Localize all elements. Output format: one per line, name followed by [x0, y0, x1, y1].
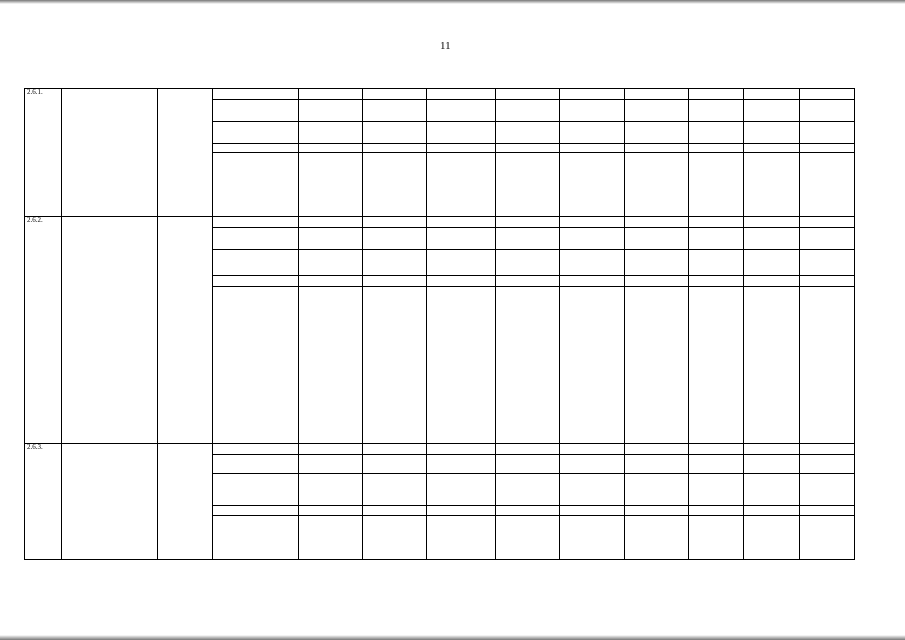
amount-cell [560, 100, 624, 122]
amount-cell [799, 455, 854, 474]
amount-cell [799, 153, 854, 217]
amount-cell [298, 250, 362, 276]
amount-cell [624, 474, 688, 506]
amount-cell [495, 153, 559, 217]
funding-source [213, 228, 299, 250]
amount-cell [560, 122, 624, 144]
amount-cell [560, 228, 624, 250]
amount-cell [799, 89, 854, 100]
amount-cell [560, 455, 624, 474]
amount-cell [298, 474, 362, 506]
amount-cell [362, 228, 426, 250]
amount-cell [799, 506, 854, 516]
amount-cell [688, 153, 743, 217]
amount-cell [362, 250, 426, 276]
scan-edge-top [0, 0, 905, 4]
amount-cell [427, 506, 495, 516]
amount-cell [495, 122, 559, 144]
amount-cell [688, 506, 743, 516]
amount-cell [495, 228, 559, 250]
amount-cell [560, 444, 624, 455]
amount-cell [560, 250, 624, 276]
amount-cell [560, 144, 624, 153]
amount-cell [495, 144, 559, 153]
amount-cell [560, 89, 624, 100]
amount-cell [427, 144, 495, 153]
funding-source [213, 217, 299, 228]
amount-cell [744, 250, 799, 276]
amount-cell [624, 122, 688, 144]
amount-cell [495, 474, 559, 506]
amount-cell [298, 506, 362, 516]
amount-cell [495, 444, 559, 455]
amount-cell [744, 455, 799, 474]
amount-cell [427, 217, 495, 228]
amount-cell [688, 455, 743, 474]
amount-cell [799, 100, 854, 122]
funding-source [213, 100, 299, 122]
amount-cell [495, 100, 559, 122]
amount-cell [427, 444, 495, 455]
amount-cell [799, 228, 854, 250]
amount-cell [298, 122, 362, 144]
amount-cell [744, 89, 799, 100]
amount-cell [688, 144, 743, 153]
amount-cell [744, 100, 799, 122]
amount-cell [298, 228, 362, 250]
amount-cell [298, 153, 362, 217]
amount-cell [799, 250, 854, 276]
amount-cell [427, 100, 495, 122]
amount-cell [427, 250, 495, 276]
amount-cell [624, 250, 688, 276]
amount-cell [744, 217, 799, 228]
amount-cell [362, 122, 426, 144]
amount-cell [298, 89, 362, 100]
amount-cell [624, 506, 688, 516]
funding-source [213, 144, 299, 153]
amount-cell [362, 144, 426, 153]
amount-cell [495, 250, 559, 276]
amount-cell [362, 516, 426, 560]
amount-cell [624, 153, 688, 217]
amount-cell [624, 89, 688, 100]
amount-cell [799, 144, 854, 153]
amount-cell [362, 217, 426, 228]
amount-cell [624, 100, 688, 122]
amount-cell [362, 153, 426, 217]
section-number: 2.6.2. [25, 217, 62, 444]
amount-cell [427, 122, 495, 144]
amount-cell [362, 100, 426, 122]
amount-cell [688, 444, 743, 455]
amount-cell [744, 506, 799, 516]
amount-cell [362, 287, 426, 444]
funding-source [213, 506, 299, 516]
table-row [25, 89, 855, 100]
amount-cell [427, 153, 495, 217]
funding-source [213, 516, 299, 560]
amount-cell [799, 474, 854, 506]
amount-cell [560, 276, 624, 287]
amount-cell [744, 516, 799, 560]
amount-cell [688, 276, 743, 287]
amount-cell [744, 444, 799, 455]
amount-cell [624, 444, 688, 455]
amount-cell [799, 217, 854, 228]
amount-cell [688, 250, 743, 276]
amount-cell [799, 287, 854, 444]
amount-cell [427, 516, 495, 560]
amount-cell [688, 287, 743, 444]
amount-cell [427, 276, 495, 287]
amount-cell [744, 276, 799, 287]
amount-cell [362, 506, 426, 516]
page-number: 11 [440, 40, 451, 52]
funding-source [213, 122, 299, 144]
amount-cell [298, 217, 362, 228]
amount-cell [560, 506, 624, 516]
amount-cell [495, 287, 559, 444]
amount-cell [495, 516, 559, 560]
funding-source [213, 474, 299, 506]
amount-cell [362, 474, 426, 506]
amount-cell [744, 474, 799, 506]
amount-cell [298, 276, 362, 287]
amount-cell [624, 276, 688, 287]
amount-cell [744, 228, 799, 250]
funding-source [213, 250, 299, 276]
scan-edge-bottom [0, 635, 905, 640]
amount-cell [624, 455, 688, 474]
amount-cell [624, 287, 688, 444]
section-executor [157, 444, 212, 560]
amount-cell [688, 516, 743, 560]
amount-cell [799, 122, 854, 144]
amount-cell [688, 228, 743, 250]
amount-cell [495, 455, 559, 474]
amount-cell [427, 455, 495, 474]
amount-cell [427, 89, 495, 100]
amount-cell [298, 444, 362, 455]
amount-cell [688, 474, 743, 506]
amount-cell [362, 276, 426, 287]
amount-cell [688, 122, 743, 144]
amount-cell [688, 217, 743, 228]
amount-cell [560, 516, 624, 560]
amount-cell [427, 287, 495, 444]
amount-cell [362, 455, 426, 474]
section-number: 2.6.1. [25, 89, 62, 217]
amount-cell [744, 287, 799, 444]
funding-source [213, 89, 299, 100]
section-number: 2.6.3. [25, 444, 62, 560]
amount-cell [744, 144, 799, 153]
section-name [62, 89, 158, 217]
amount-cell [495, 506, 559, 516]
amount-cell [799, 516, 854, 560]
amount-cell [624, 217, 688, 228]
amount-cell [560, 474, 624, 506]
section-executor [157, 89, 212, 217]
table-row [25, 444, 855, 455]
amount-cell [495, 89, 559, 100]
funding-source [213, 153, 299, 217]
amount-cell [560, 153, 624, 217]
table-row [25, 217, 855, 228]
amount-cell [298, 455, 362, 474]
amount-cell [799, 276, 854, 287]
section-executor [157, 217, 212, 444]
amount-cell [298, 100, 362, 122]
amount-cell [298, 516, 362, 560]
amount-cell [298, 287, 362, 444]
amount-cell [624, 516, 688, 560]
amount-cell [560, 217, 624, 228]
amount-cell [688, 89, 743, 100]
amount-cell [362, 444, 426, 455]
amount-cell [427, 474, 495, 506]
section-name [62, 444, 158, 560]
amount-cell [744, 122, 799, 144]
funding-source [213, 287, 299, 444]
section-name [62, 217, 158, 444]
amount-cell [799, 444, 854, 455]
amount-cell [495, 276, 559, 287]
amount-cell [427, 228, 495, 250]
amount-cell [624, 228, 688, 250]
amount-cell [298, 144, 362, 153]
amount-cell [362, 89, 426, 100]
amount-cell [744, 153, 799, 217]
amount-cell [688, 100, 743, 122]
amount-cell [495, 217, 559, 228]
amount-cell [624, 144, 688, 153]
funding-source [213, 444, 299, 455]
funding-source [213, 455, 299, 474]
amount-cell [560, 287, 624, 444]
funding-source [213, 276, 299, 287]
budget-table [24, 88, 855, 560]
